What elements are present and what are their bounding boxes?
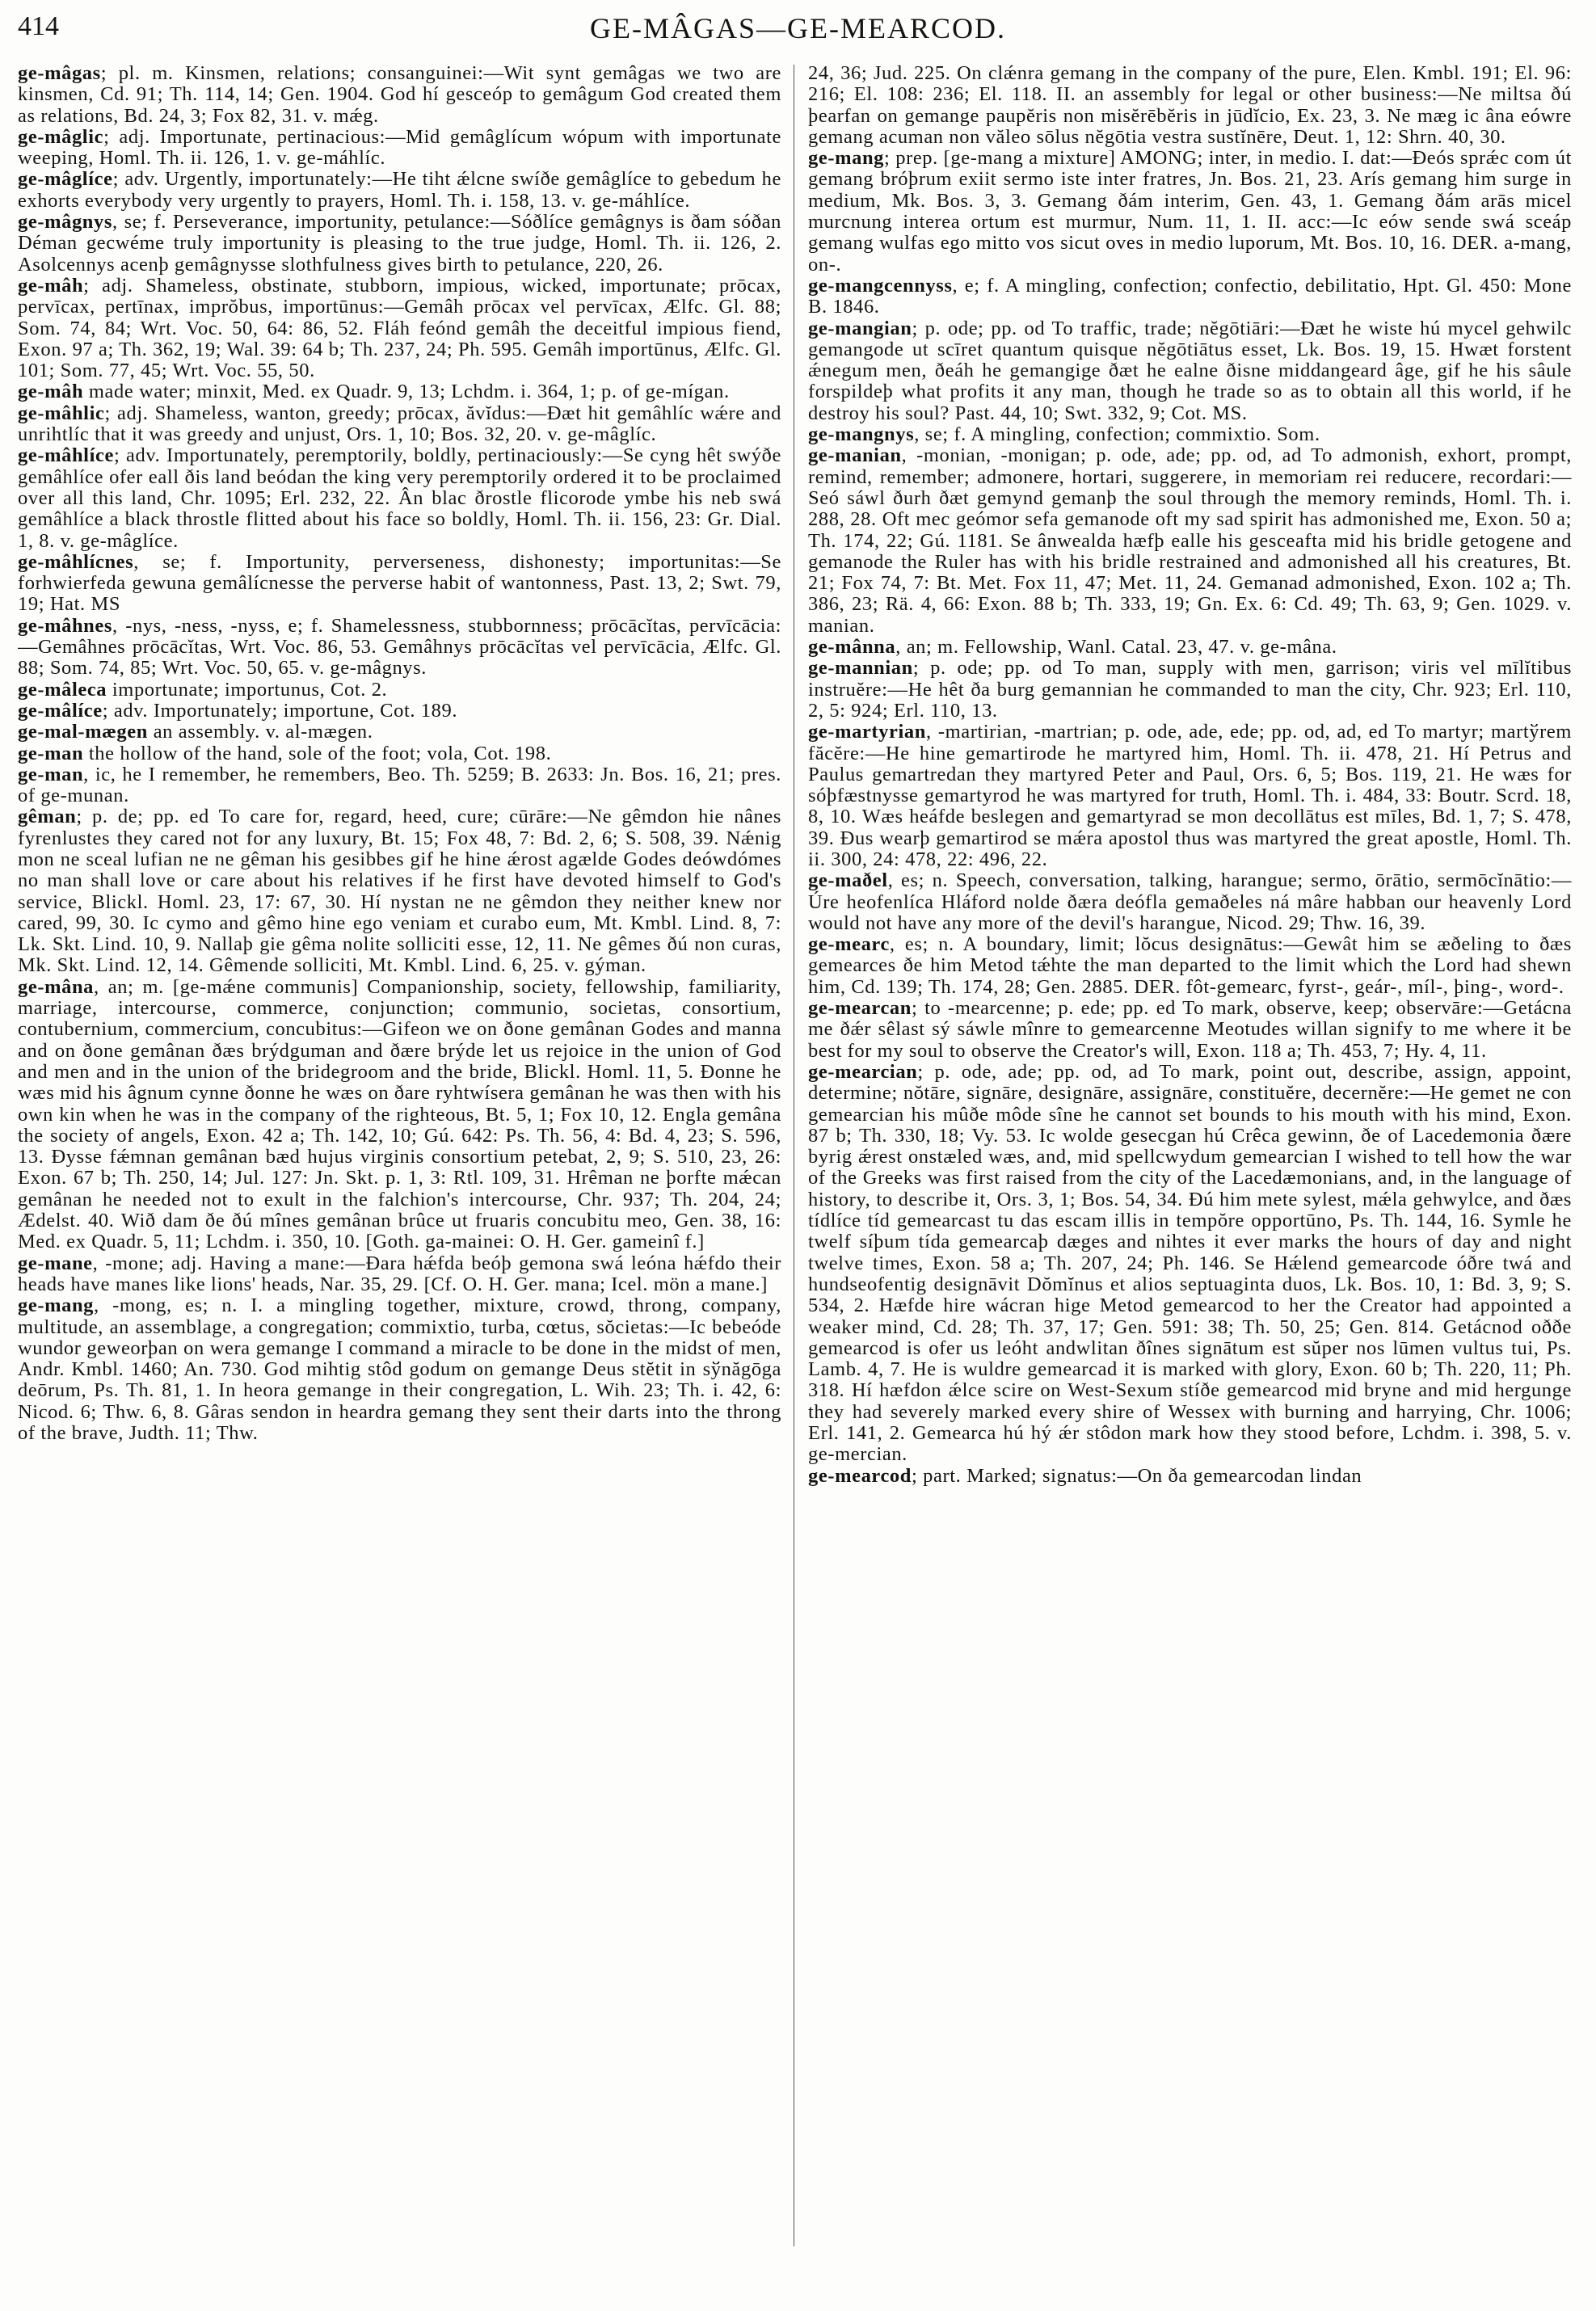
- entry-definition: ; adj. Shameless, wanton, greedy; prōcax, ăvĭdus:—Ðæt hit gemâhlíc wǽre and unrihtlíc that it was greedy and unjust, Ors. 1, 10; Bos. 32, 20. v. ge-mâglíc.: [18, 402, 781, 446]
- entry-definition: ; to -mearcenne; p. ede; pp. ed To mark, observe, keep; observāre:—Getácna me ðǽr sêlast sý sáwle mînre to gemearcenne Meotudes willan signify to me where it be best for my soul to observe the Creator's will, Exon. 118 a; Th. 453, 7; Hy. 4, 11.: [808, 997, 1572, 1062]
- entry-definition: , -monian, -monigan; p. ode, ade; pp. od, ad To admonish, exhort, prompt, remind, remember; admonere, hortari, suggerere, in memoriam rei reducere, recordari:—Seó sáwl ðurh ðæt gemynd gemanþ the soul through the memory reminds, Homl. Th. i. 288, 28. Oft mec geómor sefa gemanode oft my sad spirit has admonished me, Exon. 50 a; Th. 174, 22; Gú. 1181. Se ânwealda hæfþ ealle his gesceafta mid his bridle getogene and gemanode the Ruler has with his bridle restrained and admonished all his creatures, Bt. 21; Fox 74, 7: Bt. Met. Fox 11, 47; Met. 11, 24. Gemanad admonished, Exon. 102 a; Th. 386, 23; Rä. 4, 66: Exon. 88 b; Th. 333, 19; Gn. Ex. 6: Cd. 49; Th. 63, 9; Gen. 1029. v. manian.: [808, 444, 1572, 637]
- dictionary-entry: [18, 212, 781, 276]
- headword: ge-mâgas: [18, 63, 101, 84]
- headword: ge-mâhlic: [18, 402, 105, 424]
- dictionary-entry: [18, 127, 781, 170]
- dictionary-entry: [808, 658, 1572, 722]
- headword: ge-mearc: [808, 933, 890, 956]
- dictionary-entry: [808, 722, 1572, 870]
- dictionary-entry: [18, 680, 781, 701]
- right-column: [808, 63, 1572, 2301]
- headword: ge-manian: [808, 444, 902, 467]
- entry-definition: , e; f. A mingling, confection; confectio, debilitatio, Hpt. Gl. 450: Mone B. 1846.: [808, 274, 1572, 318]
- dictionary-entry: [808, 934, 1572, 998]
- headword: ge-mangcennyss: [808, 274, 953, 297]
- headword: ge-mal-mægen: [18, 721, 148, 743]
- headword: ge-mang: [808, 147, 885, 170]
- entry-definition: ; p. ode; pp. od To traffic, trade; nĕgōtiāri:—Ðæt he wiste hú mycel gehwilc gemangode ut scīret quantum quisque nĕgōtiātus esset, Lk. Bos. 19, 15. Hwæt forstent ǽnegum men, ðeáh he gemangige ðæt he ealne ðisne middangeard âge, gif he his sâule forspildeþ what profits it any man, though he trade so as to obtain all this world, if he destroy his soul? Past. 44, 10; Swt. 332, 9; Cot. MS.: [808, 317, 1572, 424]
- headword: ge-mâhlíce: [18, 444, 114, 467]
- headword: ge-mâgnys: [18, 211, 113, 234]
- page-number: 414: [18, 11, 59, 41]
- dictionary-entry: [18, 403, 781, 446]
- dictionary-entry: [808, 998, 1572, 1062]
- headword: ge-mânna: [808, 636, 896, 659]
- headword: ge-mearcian: [808, 1060, 918, 1083]
- headword: ge-mannian: [808, 657, 913, 680]
- entry-definition: , an; m. [ge-mǽne communis] Companionship, society, fellowship, familiarity, marriage, intercourse, commerce, conjunction; communio, societas, consortium, contubernium, commercium, concubitus:—Gifeon we on ðone gemânan Godes and manna and on ðone gemânan ðæs brýdguman and ðære brýde let us rejoice in the union of God and men and in the union of the bridegroom and the bride, Blickl. Homl. 11, 5. Ðonne he wæs mid his âgnum cynne ðonne he wæs on ðare ryhtwísera gemânan he was then with his own kin when he was in the company of the righteous, Bt. 5, 1; Fox 10, 12. Engla gemâna the society of angels, Exon. 42 a; Th. 142, 10; Gú. 642: Ps. Th. 56, 4: Bd. 4, 23; S. 596, 13. Ðysse fǽmnan gemânan bæd hujus virginis consortium petebat, 2, 9; S. 510, 23, 26: Exon. 67 b; Th. 250, 14; Jul. 127: Jn. Skt. p. 1, 3: Rtl. 109, 31. Hrêman ne þorfte mǽcan gemânan he needed not to exult in the falchion's intercourse, Chr. 937; Th. 204, 24; Ædelst. 40. Wið dam ðe ðú mînes gemânan brûce ut fruaris concubitu meo, Gen. 38, 16: Med. ex Quadr. 5, 11; Lchdm. i. 350, 10. [Goth. ga-mainei: O. H. Ger. gameinî f.]: [18, 975, 781, 1253]
- entry-definition: , -mone; adj. Having a mane:—Ðara hǽfda beóþ gemona swá leóna hǽfdo their heads have manes like lions' heads, Nar. 35, 29. [Cf. O. H. Ger. mana; Icel. mön a mane.]: [18, 1252, 781, 1295]
- dictionary-entry: [808, 318, 1572, 424]
- entry-definition: made water; minxit, Med. ex Quadr. 9, 13; Lchdm. i. 364, 1; p. of ge-mígan.: [83, 381, 730, 403]
- dictionary-entry: [18, 552, 781, 616]
- dictionary-entry: [808, 637, 1572, 658]
- entry-definition: ; p. de; pp. ed To care for, regard, heed, cure; cūrāre:—Ne gêmdon hie nânes fyrenlustes they cared not for any luxury, Bt. 15; Fox 48, 7: Bd. 2, 6; S. 508, 39. Nǽnig mon ne sceal lufian ne ne gêman his gesibbes gif he hine ǽrost agælde Godes deówdómes no man shall love or care about his relatives if he first have devoted himself to God's service, Blickl. Homl. 23, 17: 67, 30. Hí nystan ne ne gêmdon they neither knew nor cared, 99, 30. Ic cymo and gêmo hine ego veniam et curabo eum, Mt. Kmbl. Lind. 8, 7: Lk. Skt. Lind. 10, 9. Nallaþ gie gêma nolite solliciti esse, 12, 11. Ne gêmes ðú non curas, Mk. Skt. Lind. 12, 14. Gêmende solliciti, Mt. Kmbl. Lind. 6, 25. v. gýman.: [18, 806, 781, 977]
- headword: ge-mâglic: [18, 125, 104, 148]
- headword: ge-mearcod: [808, 1464, 912, 1487]
- entry-definition: , se; f. Importunity, perverseness, dishonesty; importunitas:—Se forhwierfeda gewuna gemâlícnesse the perverse habit of wantonness, Past. 13, 2; Swt. 79, 19; Hat. MS: [18, 550, 781, 616]
- dictionary-entry: [18, 1295, 781, 1444]
- entry-definition: ; p. ode; pp. od To man, supply with men, garrison; viris vel mīlĭtibus instruĕre:—He hêt ða burg gemannian he commanded to man the city, Chr. 923; Erl. 110, 2, 5: 924; Erl. 110, 13.: [808, 657, 1572, 722]
- headword: ge-mâhnes: [18, 614, 113, 637]
- headword: ge-mane: [18, 1252, 93, 1274]
- entry-definition: an assembly. v. al-mægen.: [147, 721, 373, 743]
- headword: ge-mâhlícnes: [18, 550, 134, 573]
- entry-definition: , -mong, es; n. I. a mingling together, mixture, crowd, throng, company, multitude, an assemblage, a congregation; commixtio, turba, cœtus, sŏcietas:—Ic bebeóde wundor geweorþan on wera gemange I command a miracle to be done in the midst of men, Andr. Kmbl. 1460; An. 730. God mihtig stôd godum on gemange Deus stĕtit in sўnăgōga deōrum, Ps. Th. 81, 1. In heora gemange in their congregation, L. Wih. 23; Th. i. 42, 6: Nicod. 6; Thw. 6, 8. Gâras sendon in heardra gemang they sent their darts into the throng of the brave, Judth. 11; Thw.: [18, 1294, 781, 1444]
- entry-definition: importunate; importunus, Cot. 2.: [107, 678, 388, 701]
- headword: ge-mâlíce: [18, 699, 103, 722]
- dictionary-entry: [18, 806, 781, 976]
- dictionary-entry: [18, 722, 781, 743]
- headword: ge-mâh: [18, 274, 84, 297]
- dictionary-entry: [808, 870, 1572, 934]
- headword: ge-man: [18, 763, 84, 785]
- dictionary-entry: [18, 1253, 781, 1296]
- headword: ge-mâh: [18, 381, 84, 403]
- entry-definition: ; adv. Importunately; importune, Cot. 189.: [102, 699, 458, 722]
- dictionary-entry: [808, 276, 1572, 318]
- dictionary-entry: [18, 977, 781, 1253]
- dictionary-entry: [18, 701, 781, 722]
- headword: ge-mang: [18, 1294, 95, 1317]
- dictionary-entry: [808, 63, 1572, 148]
- entry-definition: 24, 36; Jud. 225. On clǽnra gemang in the company of the pure, Elen. Kmbl. 191; El. 96: 216; El. 108: 236; El. 118. II. an assembly for legal or other business:—Ne miltsa ðú þearfan on gemange paupĕris non misĕrēbĕris in jūdĭcio, Ex. 23, 3. Ne mæg ic âna eówre gemang acuman non văleo sōlus nĕgōtia vestra sustĭnēre, Deut. 1, 12: Shrn. 40, 30.: [808, 63, 1572, 148]
- entry-definition: ; adj. Shameless, obstinate, stubborn, impious, wicked, importunate; prōcax, pervīcax, pertīnax, imprŏbus, importūnus:—Gemâh prōcax vel pervīcax, Ælfc. Gl. 88; Som. 74, 84; Wrt. Voc. 50, 64: 86, 52. Fláh feónd gemâh the deceitful impious fiend, Exon. 97 a; Th. 362, 19; Wal. 39: 64 b; Th. 237, 24; Ph. 595. Gemâh importūnus, Ælfc. Gl. 101; Som. 77, 45; Wrt. Voc. 55, 50.: [18, 274, 781, 382]
- entry-definition: , es; n. A boundary, limit; lŏcus designātus:—Gewât him se æðeling to ðæs gemearces ðe him Metod tǽhte the man departed to the limit which the Lord had shewn him, Cd. 139; Th. 174, 28; Gen. 2885. DER. fôt-gemearc, fyrst-, geár-, míl-, þing-, word-.: [808, 933, 1572, 998]
- entry-definition: ; prep. [ge-mang a mixture] AMONG; inter, in medio. I. dat:—Ðeós sprǽc com út gemang bróþrum exiit sermo iste inter fratres, Jn. Bos. 21, 23. Arís gemang him surge in medium, Mk. Bos. 3, 3. Gemang ðám interim, Gen. 43, 1. Gemang ðám arās micel murcnung interea ortum est murmur, Num. 11, 1. II. acc:—Ic eów sende swá sceáp gemang wulfas ego mitto vos sicut oves in medio luporum, Mt. Bos. 10, 16. DER. a-mang, on-.: [808, 147, 1572, 276]
- dictionary-entry: [18, 381, 781, 402]
- headword: ge-mâna: [18, 975, 95, 998]
- entry-definition: , -nys, -ness, -nyss, e; f. Shamelessness, stubbornness; prōcācĭtas, pervīcācia:—Gemâhnes prōcācĭtas, Wrt. Voc. 86, 53. Gemâhnys prōcācĭtas vel pervīcācia, Ælfc. Gl. 88; Som. 74, 85; Wrt. Voc. 50, 65. v. ge-mâgnys.: [18, 614, 781, 680]
- entry-definition: ; adj. Importunate, pertinacious:—Mid gemâglícum wópum with importunate weeping, Homl. Th. ii. 126, 1. v. ge-máhlíc.: [18, 125, 781, 170]
- dictionary-entry: [808, 445, 1572, 637]
- entry-definition: ; adv. Importunately, peremptorily, boldly, pertinaciously:—Se cyng hêt swýðe gemâhlíce ofer eall ðis land beódan the king very peremptorily ordered it to be proclaimed over all this land, Chr. 1095; Erl. 232, 22. Ân blac ðrostle flicorode ymbe his neb swá gemâhlíce a black throstle flitted about his face so boldly, Homl. Th. ii. 156, 23: Gr. Dial. 1, 8. v. ge-mâglíce.: [18, 444, 781, 552]
- entry-definition: , se; f. Perseverance, importunity, petulance:—Sóðlíce gemâgnys is ðam sóðan Déman gecwéme truly importunity is pleasing to the true judge, Homl. Th. ii. 126, 2. Asolcennys acenþ gemâgnysse slothfulness gives birth to petulance, 220, 26.: [18, 211, 781, 276]
- page-header: [18, 11, 1578, 52]
- entry-definition: , se; f. A mingling, confection; commixtio. Som.: [914, 423, 1320, 446]
- headword: ge-mangnys: [808, 423, 915, 446]
- entry-definition: ; adv. Urgently, importunately:—He tiht ǽlcne swíðe gemâglíce to gebedum he exhorts everybody very urgently to prayers, Homl. Th. i. 158, 13. v. ge-máhlíce.: [18, 168, 781, 212]
- dictionary-entry: [808, 148, 1572, 276]
- entry-definition: , es; n. Speech, conversation, talking, harangue; sermo, ōrātio, sermōcĭnātio:—Úre heofenlíca Hláford nolde ðæra deófla gemaðeles ná mâre habban our heavenly Lord would not have any more of the devil's harangue, Nicod. 29; Thw. 16, 39.: [808, 869, 1572, 934]
- headword: ge-mâglíce: [18, 168, 113, 191]
- dictionary-entry: [18, 63, 781, 127]
- dictionary-entry: [18, 743, 781, 764]
- headword: ge-mangian: [808, 317, 912, 339]
- page-title: GE-MÂGAS—GE-MEARCOD.: [590, 12, 1006, 44]
- headword: ge-maðel: [808, 869, 888, 892]
- dictionary-entry: [808, 1062, 1572, 1466]
- entry-definition: , an; m. Fellowship, Wanl. Catal. 23, 47. v. ge-mâna.: [895, 636, 1337, 659]
- dictionary-entry: [808, 1466, 1572, 1487]
- dictionary-entry: [18, 169, 781, 212]
- dictionary-entry: [18, 276, 781, 381]
- entry-definition: ; pl. m. Kinsmen, relations; consanguinei:—Wit synt gemâgas we two are kinsmen, Cd. 91; Th. 114, 14; Gen. 1904. God hí gesceóp to gemâgum God created them as relations, Bd. 24, 3; Fox 82, 31. v. mǽg.: [18, 63, 781, 127]
- entry-definition: , ic, he I remember, he remembers, Beo. Th. 5259; B. 2633: Jn. Bos. 16, 21; pres. of ge-munan.: [18, 763, 781, 807]
- entry-definition: ; part. Marked; signatus:—On ða gemearcodan lindan: [912, 1464, 1362, 1487]
- entry-definition: the hollow of the hand, sole of the foot; vola, Cot. 198.: [83, 742, 552, 764]
- headword: ge-mearcan: [808, 997, 912, 1020]
- dictionary-entry: [18, 616, 781, 680]
- dictionary-entry: [18, 445, 781, 551]
- entry-definition: , -martirian, -martrian; p. ode, ade, ede; pp. od, ad, ed To martyr; martўrem făcĕre:—He hine gemartirode he martyred him, Homl. Th. ii. 478, 21. Hí Petrus and Paulus gemartredan they martyred Peter and Paul, Ors. 6, 5; Bos. 119, 21. He wæs for sóþfæstnysse gemartyrod he was martyred for truth, Homl. Th. i. 484, 33: Boutr. Scrd. 18, 8, 10. Wæs heáfde beslegen and gemartyrad se mon decollātus est mīles, Bd. 1, 7; S. 478, 39. Ðus wearþ gemartirod se mǽra apostol thus was martyred the great apostle, Homl. Th. ii. 300, 24: 478, 22: 496, 22.: [808, 721, 1572, 870]
- headword: ge-martyrian: [808, 721, 926, 743]
- entry-definition: ; p. ode, ade; pp. od, ad To mark, point out, describe, assign, appoint, determine; nŏtāre, signāre, designāre, assignāre, constituĕre, decernĕre:—He gemet ne con gemearcian his mûðe môde sîne he cannot set bounds to his mouth with his mind, Exon. 87 b; Th. 330, 18; Vy. 53. Ic wolde gesecgan hú Crêca gewinn, ðe of Lacedemonia ðære byrig ǽrest onstæled wæs, and, mid spellcwydum gemearcian I wished to tell how the war of the Greeks was first raised from the city of the Lacedæmonians, and, in the language of history, to describe it, Ors. 3, 1; Bos. 54, 34. Ðú him mete sylest, mǽla gehwylce, and ðæs tídlíce tíd gemearcast tu das escam illis in tempŏre opportūno, Ps. Th. 144, 16. Symle he twelf síþum tída gemearcaþ dæges and nihtes it ever marks the hours of day and night twelve times, Exon. 58 a; Th. 207, 24; Ph. 146. Se Hǽlend gemearcode óðre twá and hundseofentig designāvit Dŏmĭnus et alios septuaginta duos, Lk. Bos. 10, 1: Bd. 3, 9; S. 534, 2. Hæfde hire wácran hige Metod gemearcod to her the Creator had appointed a weaker mind, Cd. 28; Th. 37, 17; Gen. 591: 38; Th. 50, 25; Gen. 814. Getácnod oððe gemearcod is ofer us leóht andwlitan ðînes signātum est sŭper nos lūmen vultus tui, Ps. Lamb. 4, 7. He is wuldre gemearcad it is marked with glory, Exon. 60 b; Th. 220, 11; Ph. 318. Hí hæfdon ǽlce scire on West-Sexum stíðe gemearcod mid bryne and mid hergunge they had severely marked every shire of Wessex with burning and harrying, Chr. 1006; Erl. 141, 2. Gemearca hú hý ǽr stôdon mark how they stood before, Lchdm. i. 398, 5. v. ge-mercian.: [808, 1060, 1572, 1466]
- headword: ge-mâleca: [18, 678, 107, 701]
- dictionary-entry: [18, 764, 781, 807]
- headword: ge-man: [18, 742, 84, 764]
- headword: gêman: [18, 806, 77, 828]
- dictionary-entry: [808, 424, 1572, 445]
- left-column: [18, 63, 781, 2301]
